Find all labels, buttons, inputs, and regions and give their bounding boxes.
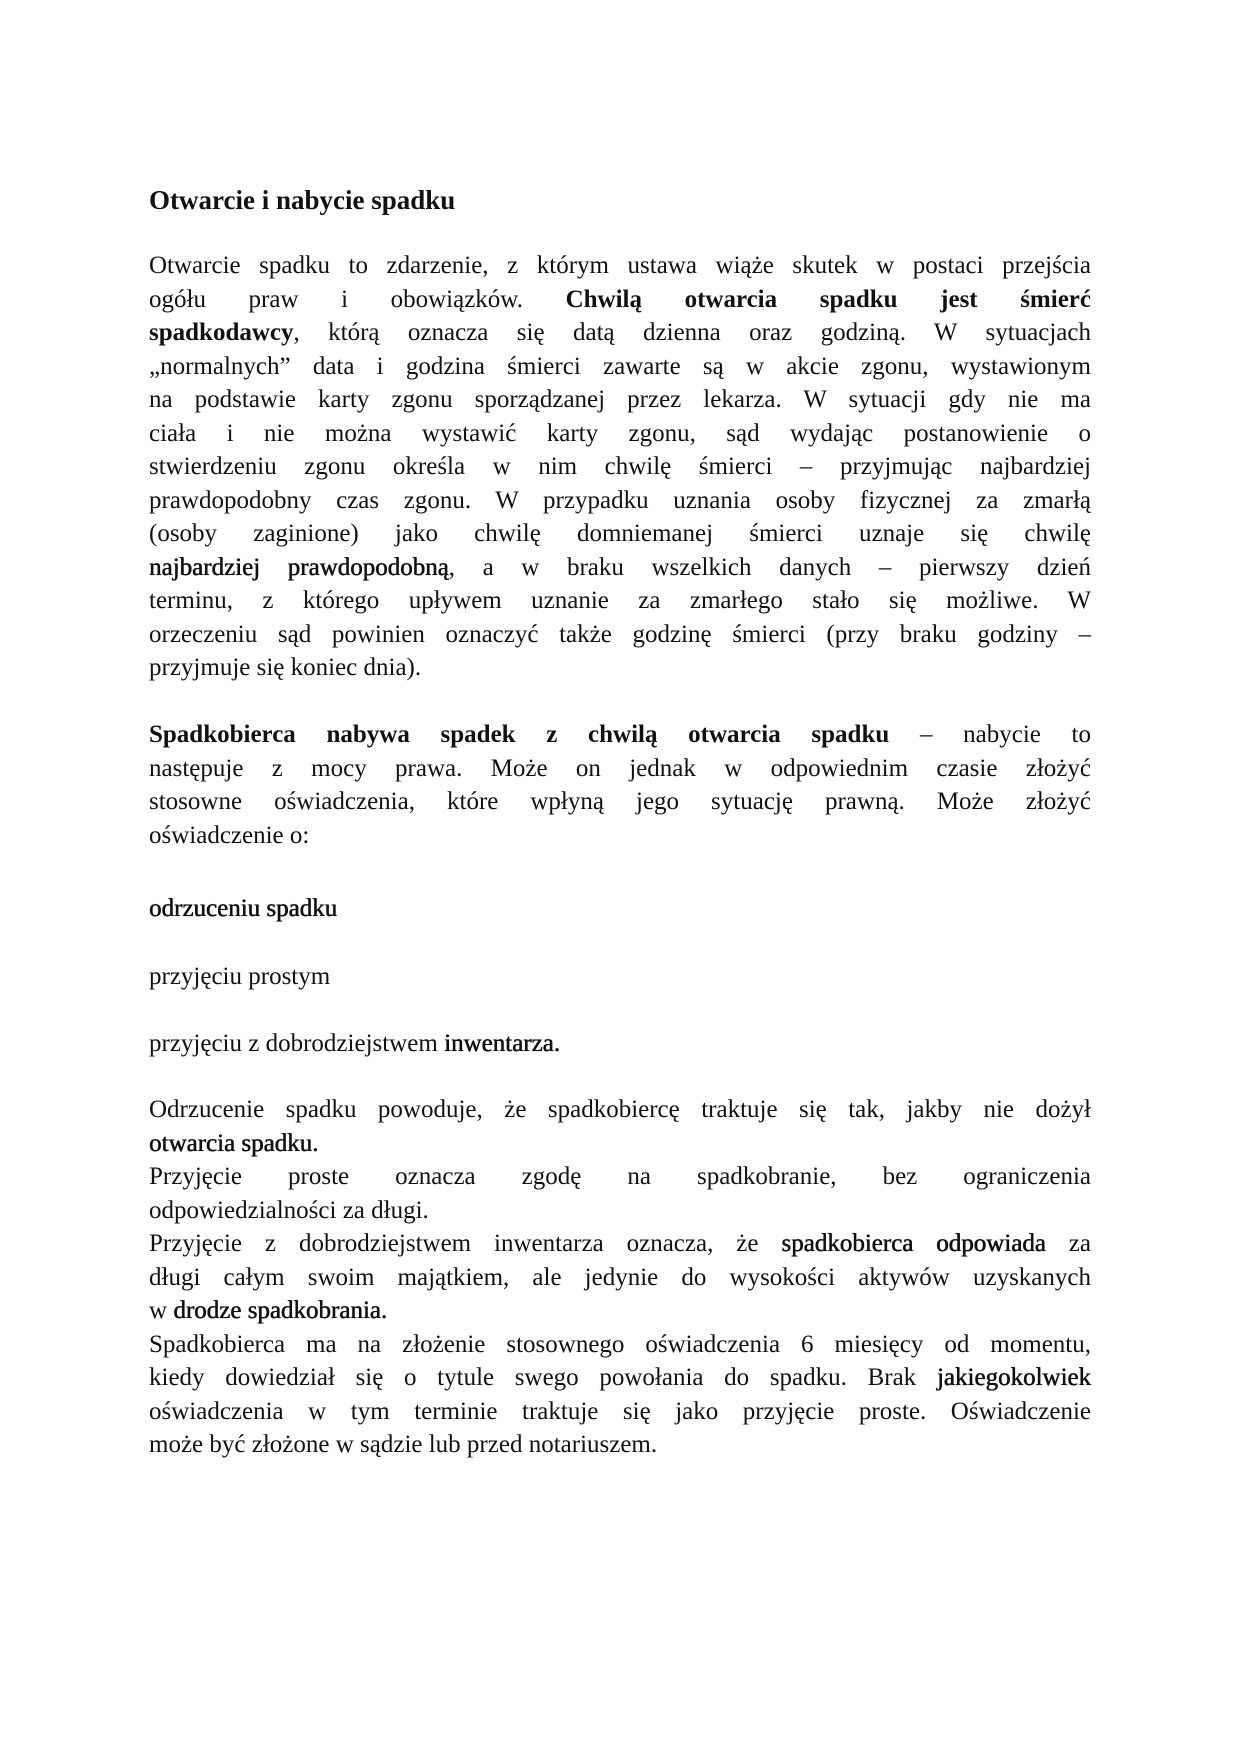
text-segment: Przyjęcie proste oznacza zgodę na spadkobranie, bez ograniczenia [149, 1163, 1091, 1190]
text-segment: w [149, 1297, 174, 1324]
text-line [149, 249, 1091, 283]
text-line [149, 1361, 1091, 1395]
text-segment: następuje z mocy prawa. Może on jednak w odpowiednim czasie złożyć [149, 754, 1091, 782]
text-segment: ogółu praw i obowiązków. [149, 285, 566, 313]
text-segment: terminu, z którego upływem uznanie za zmarłego stało się możliwe. W [149, 587, 1091, 614]
text-segment: prawdopodobny czas zgonu. W przypadku uznania osoby fizycznej za zmarłą [149, 486, 1091, 514]
text-line [149, 618, 1091, 652]
text-segment: stosowne oświadczenia, które wpłyną jego sytuację prawną. Może złożyć [149, 788, 1091, 815]
text-line [149, 892, 1091, 926]
text-line [149, 1294, 1091, 1328]
text-segment: , którą oznacza się datą dzienna oraz godziną. W sytuacjach [293, 319, 1091, 346]
text-line [149, 960, 1091, 994]
text-segment: przyjmuje się koniec dnia). [149, 654, 422, 681]
emphasized-text: spadkodawcy [149, 319, 294, 346]
text-line [149, 551, 1091, 585]
text-segment: Odrzucenie spadku powoduje, że spadkobiercę traktuje się tak, jakby nie dożył [149, 1096, 1091, 1123]
document-title: Otwarcie i nabycie spadku [149, 185, 456, 215]
text-line [149, 1194, 1091, 1228]
text-segment: długi całym swoim majątkiem, ale jedynie do wysokości aktywów uzyskanych [149, 1263, 1091, 1291]
text-segment: , a w braku wszelkich danych – pierwszy dzień [448, 553, 1091, 581]
text-line [149, 1227, 1091, 1261]
emphasized-text: inwentarza. [444, 1030, 560, 1057]
emphasized-text: Chwilą otwarcia spadku jest śmierć [565, 285, 1091, 313]
text-segment: oświadczenie o: [149, 821, 310, 849]
text-line [149, 1428, 1091, 1462]
text-line [149, 819, 1091, 853]
text-line [149, 417, 1091, 451]
text-line [149, 1093, 1091, 1127]
emphasized-text: otwarcia spadku. [149, 1129, 319, 1157]
text-segment: ciała i nie można wystawić karty zgonu, sąd wydając postanowienie o [149, 419, 1091, 447]
emphasized-text: jakiegokolwiek [936, 1364, 1091, 1391]
text-line [149, 450, 1091, 484]
text-segment: Otwarcie spadku to zdarzenie, z którym ustawa wiąże skutek w postaci przejścia [149, 252, 1091, 279]
text-segment: (osoby zaginione) jako chwilę domniemanej śmierci uznaje się chwilę [149, 520, 1091, 547]
text-segment: za [1045, 1230, 1091, 1257]
text-segment: na podstawie karty zgonu sporządzanej przez lekarza. W sytuacji gdy nie ma [149, 386, 1091, 413]
text-segment: kiedy dowiedział się o tytule swego powołania do spadku. Brak [149, 1364, 937, 1391]
text-segment: „normalnych” data i godzina śmierci zawarte są w akcie zgonu, wystawionym [149, 352, 1091, 380]
text-segment: przyjęciu z dobrodziejstwem [149, 1030, 445, 1057]
text-segment: może być złożone w sądzie lub przed notariuszem. [149, 1431, 658, 1458]
text-segment: odpowiedzialności za długi. [149, 1196, 429, 1224]
text-line [149, 484, 1091, 518]
text-line [149, 1160, 1091, 1194]
text-segment: przyjęciu prostym [149, 963, 331, 990]
text-line [149, 1395, 1091, 1429]
text-segment: Spadkobierca ma na złożenie stosownego oświadczenia 6 miesięcy od momentu, [149, 1330, 1091, 1358]
text-line [149, 383, 1091, 417]
text-line [149, 283, 1091, 317]
text-segment: Przyjęcie z dobrodziejstwem inwentarza oznacza, że [149, 1230, 782, 1257]
text-line [149, 584, 1091, 618]
text-line [149, 1127, 1091, 1161]
emphasized-text: najbardziej prawdopodobną [149, 553, 449, 581]
text-line [149, 718, 1091, 752]
text-segment: stwierdzeniu zgonu określa w nim chwilę śmierci – przyjmując najbardziej [149, 453, 1091, 480]
emphasized-text: spadkobierca odpowiada [781, 1230, 1046, 1257]
emphasized-text: drodze spadkobrania. [173, 1297, 388, 1324]
text-line [149, 316, 1091, 350]
emphasized-text: odrzuceniu spadku [149, 895, 338, 922]
text-line [149, 517, 1091, 551]
emphasized-text: Spadkobierca nabywa spadek z chwilą otwarcia spadku [149, 721, 890, 748]
text-segment: oświadczenia w tym terminie traktuje się jako przyjęcie proste. Oświadczenie [149, 1397, 1091, 1425]
text-line [149, 1261, 1091, 1295]
text-line [149, 651, 1091, 685]
text-line [149, 752, 1091, 786]
text-line [149, 350, 1091, 384]
text-segment: – nabycie to [889, 721, 1091, 748]
text-line [149, 785, 1091, 819]
text-line [149, 1328, 1091, 1362]
text-line [149, 1027, 1091, 1061]
text-segment: orzeczeniu sąd powinien oznaczyć także godzinę śmierci (przy braku godziny – [149, 620, 1091, 648]
